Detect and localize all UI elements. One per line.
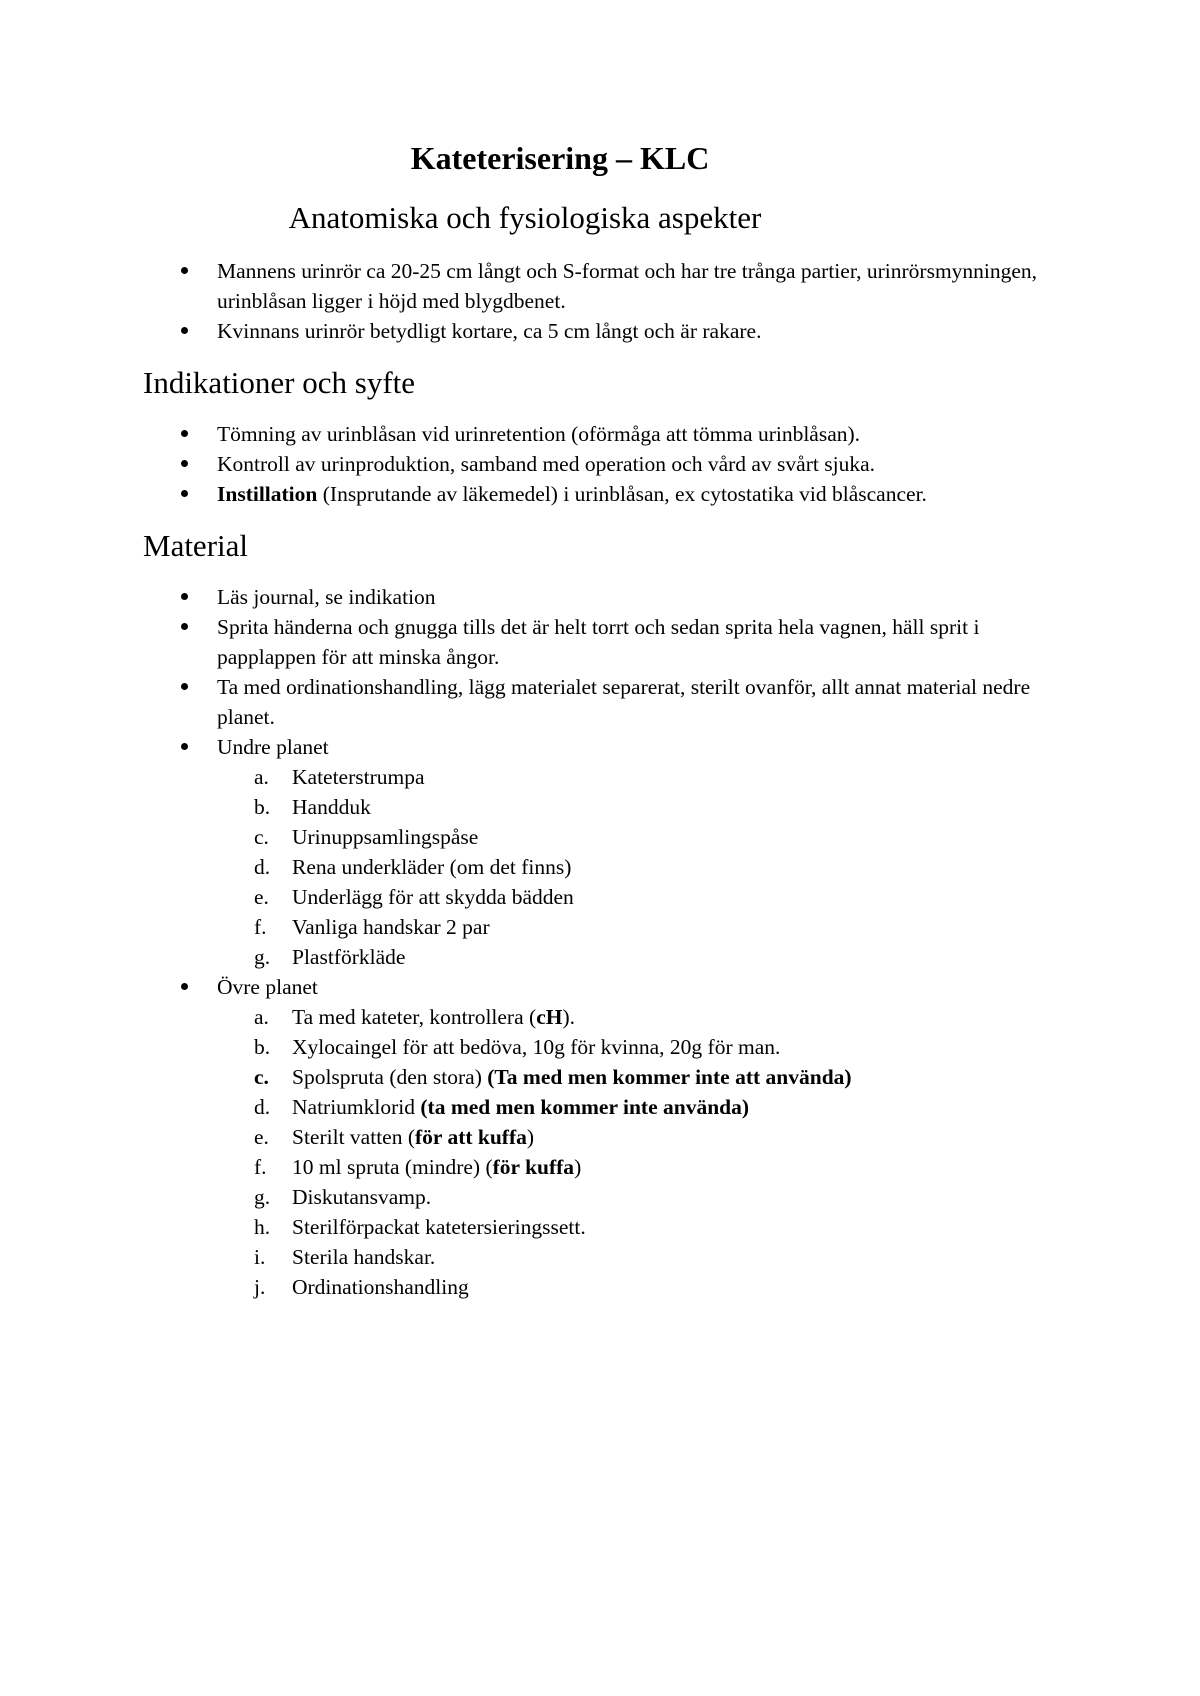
bullet-icon (181, 983, 188, 990)
bullet-icon (181, 490, 188, 497)
list-item: Läs journal, se indikation (143, 582, 1043, 612)
list-item: Tömning av urinblåsan vid urinretention (oförmåga att tömma urinblåsan). (143, 419, 1043, 449)
sub-list-item: g. Diskutansvamp. (254, 1185, 432, 1209)
sub-list-item: e. Underlägg för att skydda bädden (254, 885, 574, 909)
sub-list-item: i. Sterila handskar. (254, 1245, 436, 1269)
sub-list-item: d. Natriumklorid (ta med men kommer inte använda) (254, 1095, 750, 1119)
bullet-icon (181, 327, 188, 334)
section-heading-material: Material (143, 528, 249, 563)
instillation-term: Instillation (217, 482, 318, 506)
sub-list-item: h. Sterilförpackat katetersieringssett. (254, 1215, 586, 1239)
bullet-icon (181, 460, 188, 467)
bullet-icon (181, 267, 188, 274)
sub-list-item: c. Spolspruta (den stora) (Ta med men kommer inte att använda) (254, 1065, 852, 1089)
indications-list (143, 419, 1043, 509)
bullet-icon (181, 593, 188, 600)
list-item-upper-shelf: Övre planet a. Ta med kateter, kontrollera (cH). b. Xylocaingel för att bedöva, 10g för kvinna, 20g för man. c. Spolspruta (den stora) (Ta med men kommer inte att använda) d. Natriumklorid (ta med men kommer inte använda) e. Sterilt vatten (för att kuffa) f. 10 ml spruta (mindre) (för kuffa) g. Diskutansvamp. h. Sterilförpackat katetersieringssett. i. Sterila handskar. j. Ordinationshandling (143, 972, 1043, 1302)
sub-list-item: a. Ta med kateter, kontrollera (cH). (254, 1005, 576, 1029)
section-heading-indications: Indikationer och syfte (143, 365, 416, 400)
lower-shelf-list (217, 762, 1043, 972)
sub-list-item: c. Urinuppsamlingspåse (254, 825, 479, 849)
anatomy-list (143, 256, 1043, 346)
document-title: Kateterisering – KLC (410, 140, 710, 176)
list-item: Kvinnans urinrör betydligt kortare, ca 5 cm långt och är rakare. (143, 316, 1043, 346)
bullet-icon (181, 623, 188, 630)
bullet-icon (181, 683, 188, 690)
list-item-lower-shelf: Undre planet a. Kateterstrumpa b. Handduk c. Urinuppsamlingspåse d. Rena underkläder (om det finns) e. Underlägg för att skydda bädden f. Vanliga handskar 2 par g. Plastförkläde (143, 732, 1043, 972)
list-item: Sprita händerna och gnugga tills det är helt torrt och sedan sprita hela vagnen, häll sprit i papplappen för att minska ångor. (143, 612, 1043, 672)
sub-list-item: b. Handduk (254, 795, 371, 819)
material-list (143, 582, 1043, 1302)
sub-list-item: a. Kateterstrumpa (254, 765, 425, 789)
sub-list-item: g. Plastförkläde (254, 945, 406, 969)
section-heading-anatomy: Anatomiska och fysiologiska aspekter (288, 200, 762, 235)
sub-list-item: j. Ordinationshandling (254, 1275, 469, 1299)
list-item: Mannens urinrör ca 20-25 cm långt och S-format och har tre trånga partier, urinrörsmynningen, urinblåsan ligger i höjd med blygdbenet. (143, 256, 1043, 316)
list-item: Instillation (Insprutande av läkemedel) i urinblåsan, ex cytostatika vid blåscancer. (143, 479, 1043, 509)
sub-list-item: f. Vanliga handskar 2 par (254, 915, 490, 939)
sub-list-item: e. Sterilt vatten (för att kuffa) (254, 1125, 535, 1149)
bullet-icon (181, 743, 188, 750)
bullet-icon (181, 430, 188, 437)
list-item: Kontroll av urinproduktion, samband med operation och vård av svårt sjuka. (143, 449, 1043, 479)
upper-shelf-list (217, 1002, 1043, 1302)
sub-list-item: f. 10 ml spruta (mindre) (för kuffa) (254, 1155, 582, 1179)
list-item: Ta med ordinationshandling, lägg materialet separerat, sterilt ovanför, allt annat material nedre planet. (143, 672, 1043, 732)
sub-list-item: d. Rena underkläder (om det finns) (254, 855, 572, 879)
sub-list-item: b. Xylocaingel för att bedöva, 10g för kvinna, 20g för man. (254, 1035, 781, 1059)
